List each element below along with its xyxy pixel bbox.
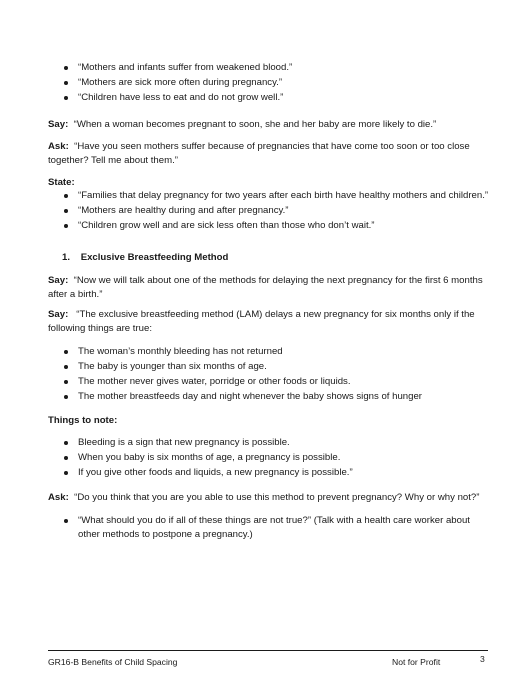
conditions-list	[48, 345, 488, 405]
footer-document-title: GR16-B Benefits of Child Spacing	[48, 657, 178, 667]
bullet-icon	[64, 350, 68, 354]
section-heading	[62, 251, 502, 265]
list-item: The mother never gives water, porridge or other foods or liquids.	[48, 375, 488, 390]
list-item: “Mothers and infants suffer from weakened blood.”	[48, 61, 488, 76]
section-title: Exclusive Breastfeeding Method	[80, 252, 229, 263]
notes-bullet-list	[48, 436, 488, 481]
bullet-icon	[64, 66, 68, 70]
list-item: “Mothers are healthy during and after pregnancy.”	[48, 204, 488, 219]
list-item: “Children grow well and are sick less often than those who don’t wait.”	[48, 219, 488, 234]
bullet-icon	[64, 96, 68, 100]
list-item: When you baby is six months of age, a pregnancy is possible.	[48, 451, 488, 466]
list-item: “What should you do if all of these things are not true?” (Talk with a health care worker about other methods to postpone a pregnancy.)	[48, 514, 488, 542]
bullet-icon	[64, 456, 68, 460]
bullet-icon	[64, 224, 68, 228]
list-item: The woman’s monthly bleeding has not returned	[48, 345, 488, 360]
ask-paragraph-2: Ask: “Do you think that you are you able to use this method to prevent pregnancy? Why or why not?”	[48, 492, 480, 503]
things-to-note-label: Things to note:	[48, 415, 118, 426]
list-item: If you give other foods and liquids, a new pregnancy is possible.”	[48, 466, 488, 481]
ask-label: Ask	[48, 492, 66, 503]
list-item: Bleeding is a sign that new pregnancy is possible.	[48, 436, 488, 451]
bullet-icon	[64, 365, 68, 369]
bullet-icon	[64, 194, 68, 198]
say-paragraph-2: Say: “Now we will talk about one of the methods for delaying the next pregnancy for the first 6 months after a birth.”	[48, 275, 483, 300]
state-label: State:	[48, 177, 75, 188]
list-item: “Families that delay pregnancy for two years after each birth have healthy mothers and children.”	[48, 189, 488, 204]
top-bullet-list	[48, 61, 488, 106]
list-item: “Mothers are sick more often during pregnancy.”	[48, 76, 488, 91]
say-paragraph-3: Say: “The exclusive breastfeeding method (LAM) delays a new pregnancy for six months only if the following things are true:	[48, 309, 475, 334]
bullet-icon	[64, 81, 68, 85]
state-bullet-list	[48, 189, 488, 234]
ask-paragraph-1: Ask: “Have you seen mothers suffer because of pregnancies that have come too soon or too close together? Tell me about them.”	[48, 141, 470, 166]
say-paragraph-1: Say: “When a woman becomes pregnant to soon, she and her baby are more likely to die.”	[48, 119, 437, 130]
section-number: 1.	[62, 252, 71, 263]
bullet-icon	[64, 395, 68, 399]
bullet-icon	[64, 380, 68, 384]
list-item: The mother breastfeeds day and night whenever the baby shows signs of hunger	[48, 390, 488, 405]
list-item: “Children have less to eat and do not grow well.”	[48, 91, 488, 106]
bullet-icon	[64, 441, 68, 445]
say-label: Say	[48, 275, 66, 286]
final-bullet-list	[48, 514, 488, 542]
list-item: The baby is younger than six months of age.	[48, 360, 488, 375]
say-label: Say	[48, 119, 66, 130]
bullet-icon	[64, 471, 68, 475]
footer-divider	[48, 650, 488, 651]
say-label: Say	[48, 309, 66, 320]
page-number: 3	[480, 654, 485, 664]
ask-label: Ask	[48, 141, 66, 152]
bullet-icon	[64, 209, 68, 213]
footer-not-for-profit: Not for Profit	[392, 657, 441, 667]
bullet-icon	[64, 519, 68, 523]
